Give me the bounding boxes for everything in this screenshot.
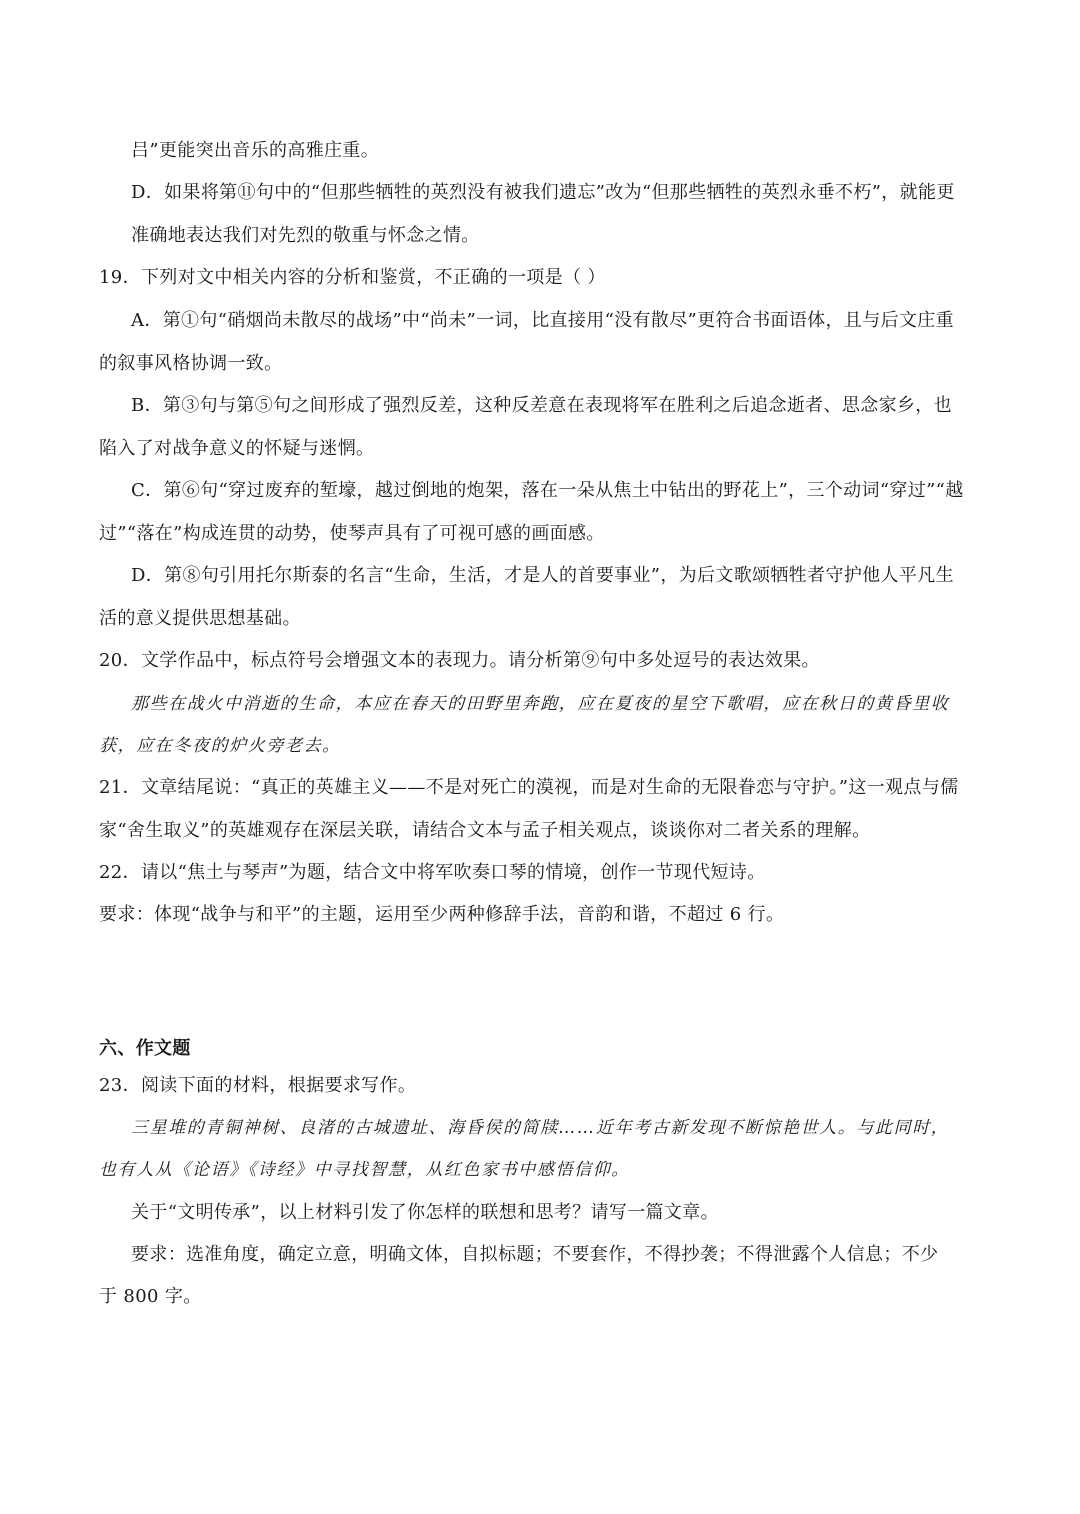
q19-option-a-line1: A．第①句“硝烟尚未散尽的战场”中“尚未”一词，比直接用“没有散尽”更符合书面语体，且与后文庄重 <box>131 310 955 331</box>
q19-option-d-line2: 活的意义提供思想基础。 <box>99 608 301 629</box>
q18-option-d-line1: D．如果将第⑪句中的“但那些牺牲的英烈没有被我们遗忘”改为“但那些牺牲的英烈永垂不朽”，就能更 <box>131 182 955 203</box>
q23-prompt: 关于“文明传承”，以上材料引发了你怎样的联想和思考？请写一篇文章。 <box>131 1202 719 1223</box>
q19-option-d-line1: D．第⑧句引用托尔斯泰的名言“生命，生活，才是人的首要事业”，为后文歌颂牺牲者守护他人平凡生 <box>131 565 954 586</box>
q23-requirement-line1: 要求：选准角度，确定立意，明确文体，自拟标题；不要套作，不得抄袭；不得泄露个人信息；不少 <box>131 1244 939 1265</box>
q20-stem: 20．文学作品中，标点符号会增强文本的表现力。请分析第⑨句中多处逗号的表达效果。 <box>99 650 820 671</box>
q18-option-d-line2: 准确地表达我们对先烈的敬重与怀念之情。 <box>131 225 480 246</box>
section-6-title: 六、作文题 <box>99 1038 191 1059</box>
q23-requirement-line2: 于 800 字。 <box>99 1286 202 1307</box>
q22-requirement: 要求：体现“战争与和平”的主题，运用至少两种修辞手法，音韵和谐，不超过 6 行。 <box>99 904 785 925</box>
q19-option-a-line2: 的叙事风格协调一致。 <box>99 353 283 374</box>
q23-stem: 23．阅读下面的材料，根据要求写作。 <box>99 1075 417 1096</box>
q19-option-b-line1: B．第③句与第⑤句之间形成了强烈反差，这种反差意在表现将军在胜利之后追念逝者、思念家乡，也 <box>131 395 952 416</box>
q21-line1: 21．文章结尾说：“真正的英雄主义——不是对死亡的漠视，而是对生命的无限眷恋与守护。”这一观点与儒 <box>99 777 959 798</box>
q21-line2: 家“舍生取义”的英雄观存在深层关联，请结合文本与孟子相关观点，谈谈你对二者关系的理解。 <box>99 820 871 841</box>
q23-material-line1: 三星堆的青铜神树、良渚的古城遗址、海昏侯的简牍……近年考古新发现不断惊艳世人。与此同时， <box>131 1118 950 1138</box>
q19-option-c-line2: 过”“落在”构成连贯的动势，使琴声具有了可视可感的画面感。 <box>99 523 605 544</box>
q20-quote-line2: 获，应在冬夜的炉火旁老去。 <box>99 736 341 756</box>
q19-option-c-line1: C．第⑥句“穿过废弃的堑壕，越过倒地的炮架，落在一朵从焦土中钻出的野花上”，三个动词“穿过”“越 <box>131 480 964 501</box>
q22-stem: 22．请以“焦土与琴声”为题，结合文中将军吹奏口琴的情境，创作一节现代短诗。 <box>99 862 766 883</box>
q18-option-c-tail: 吕”更能突出音乐的高雅庄重。 <box>131 140 380 161</box>
q19-stem: 19．下列对文中相关内容的分析和鉴赏，不正确的一项是（ ） <box>99 267 606 288</box>
q20-quote-line1: 那些在战火中消逝的生命，本应在春天的田野里奔跑，应在夏夜的星空下歌唱，应在秋日的黄昏里收 <box>131 694 950 714</box>
q23-material-line2: 也有人从《论语》《诗经》中寻找智慧，从红色家书中感悟信仰。 <box>99 1160 630 1180</box>
q19-option-b-line2: 陷入了对战争意义的怀疑与迷惘。 <box>99 438 375 459</box>
